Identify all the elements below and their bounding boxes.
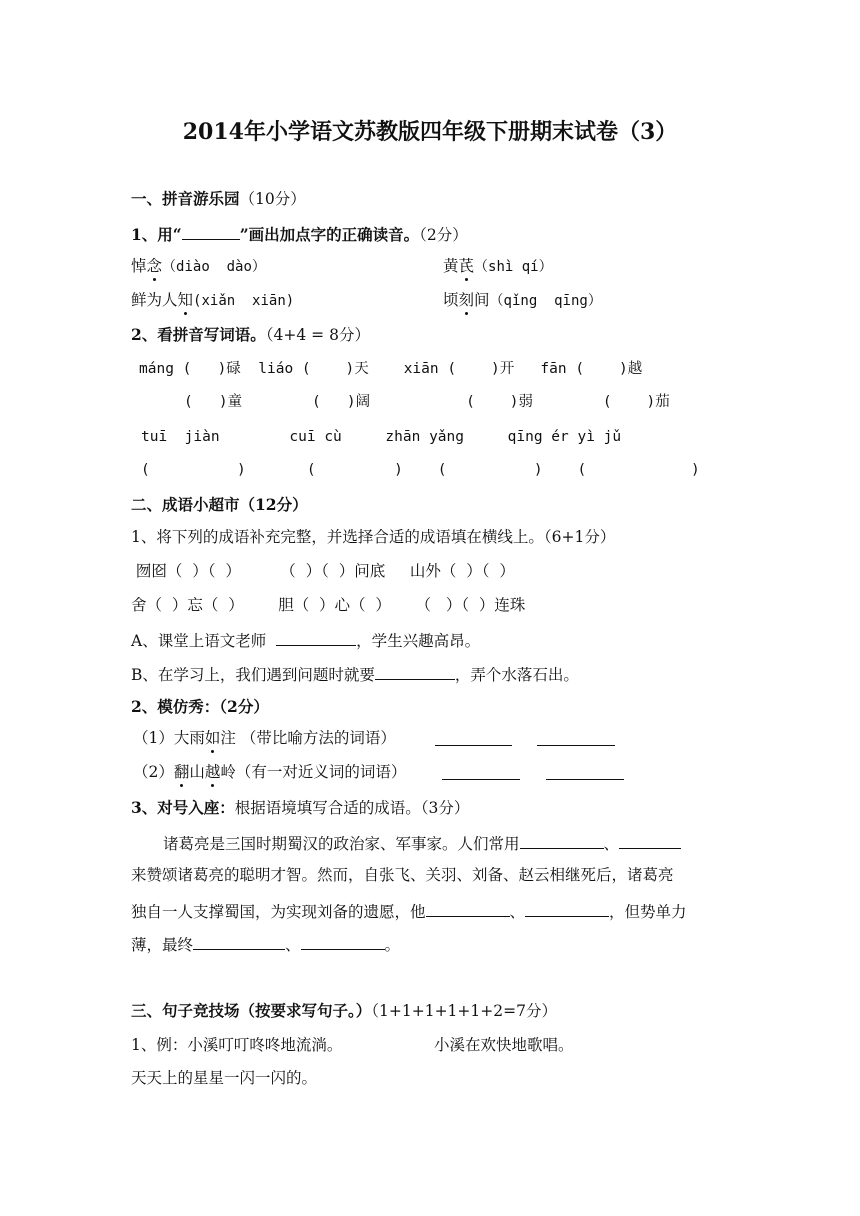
pinyin-options: （diào dào） [162,259,266,275]
item-text: 注 [220,729,236,747]
pinyin-row-2: ( )童 ( )阔 ( )弱 ( )茄 [184,394,670,410]
dotted-char: 知 [177,291,194,309]
question-2-1: 1、将下列的成语补充完整，并选择合适的成语填在横线上。（6+1分） [131,528,616,546]
q-text: 2、看拼音写词语。 [131,325,266,344]
passage-text: 独自一人支撑蜀国，为实现刘备的遗愿，他 [131,903,426,921]
item-text: （带比喻方法的词语） [235,729,396,747]
pinyin-row-4: ( ) ( ) ( ) ( ) [141,462,700,478]
answer-blank[interactable] [375,665,455,680]
passage-text: ，但势单力 [609,903,687,921]
reading-item-2 [443,259,553,275]
exercise-sentence: 天天上的星星一闪一闪的。 [131,1069,318,1087]
answer-blank[interactable] [276,631,356,646]
answer-blank[interactable] [520,834,604,849]
question-2-3 [131,800,469,817]
word-text: 顷 [443,291,459,309]
answer-blank[interactable] [546,765,624,780]
example-sentence: 1、例：小溪叮叮咚咚地流淌。 [131,1036,343,1054]
pinyin-options: （shì qí） [474,259,553,275]
passage-line-3 [131,902,687,921]
fill-sentence-b [131,665,579,684]
dotted-char: 翻 [173,763,190,781]
item-text: （1）大雨 [133,729,205,747]
imitate-item-2 [133,765,406,781]
word-text: 悼 [131,257,147,275]
section-1-heading [131,191,306,208]
section-3-score: （1+1+1+1+1+2=7分） [371,1002,557,1020]
pinyin-row-1: máng ( )碌 liáo ( )天 xiān ( )开 fān ( )越 [139,361,643,377]
answer-blank[interactable] [301,935,385,950]
item-text: 山 [189,763,205,781]
sentence-text: ，学生兴趣高昂。 [356,632,481,650]
reading-item-4 [443,293,602,309]
q-score: （2分） [419,226,468,244]
idiom-row-1: 囫囵（ ）（ ） （ ）（ ）问底 山外（ ）（ ） [131,562,515,580]
imitate-item-1 [133,731,396,747]
question-2-2: 2、模仿秀：（2分） [131,697,269,716]
q-text: 根据语境填写合适的成语。（3分） [234,799,470,817]
dotted-char: 念 [146,257,163,275]
pinyin-options: （qǐng qīng） [489,293,602,309]
answer-blank[interactable] [442,765,520,780]
section-3-heading [131,1003,557,1020]
section-2-heading: 二、成语小超市（12分） [131,495,308,514]
section-1-score: （10分） [239,190,306,208]
answer-blank[interactable] [426,902,510,917]
section-1-title: 一、拼音游乐园 [131,189,240,208]
idiom-row-2: 舍（ ）忘（ ） 胆（ ）心（ ） （ ）（ ）连珠 [131,596,526,614]
answer-blank[interactable] [193,935,285,950]
passage-line-4 [131,935,400,954]
reading-item-3 [131,293,294,309]
q-score: （4+4 = 8分） [265,326,370,344]
dotted-char: 芪 [458,257,475,275]
page-title: 2014年小学语文苏教版四年级下册期末试卷（3） [182,119,678,145]
dotted-char: 越 [204,763,221,781]
answer-blank[interactable] [435,731,512,746]
answer-blank[interactable] [525,902,609,917]
reading-item-1 [131,259,266,275]
answer-blank[interactable] [182,225,240,240]
fill-sentence-a [131,631,480,650]
example-rewrite: 小溪在欢快地歌唱。 [434,1036,574,1054]
sentence-text: A、课堂上语文老师 [131,632,277,650]
passage-text: 。 [384,936,401,954]
passage-text: 、 [285,936,301,954]
passage-line-1 [163,834,681,853]
question-1-2 [131,327,370,344]
q-text: ”画出加点字的正确读音。 [239,225,420,244]
question-1-1 [131,225,468,244]
item-text: （2） [133,763,174,781]
item-text: 岭（有一对近义词的词语） [220,763,407,781]
passage-text: 、 [509,903,526,921]
dotted-char: 如 [204,729,221,747]
pinyin-row-3: tuī jiàn cuī cù zhān yǎng qīng ér yì jǔ [141,429,622,445]
sentence-text: B、在学习上，我们遇到问题时就要 [131,666,375,684]
answer-blank[interactable] [619,834,681,849]
q-text: 1、用“ [131,225,182,244]
passage-text: 诸葛亮是三国时期蜀汉的政治家、军事家。人们常用 [163,835,520,853]
word-text: 鲜为人 [131,291,178,309]
answer-blank[interactable] [537,731,615,746]
passage-text: 薄，最终 [131,936,194,954]
passage-text: 、 [603,835,620,853]
pinyin-options: (xiǎn xiān) [193,293,295,309]
dotted-char: 刻 [458,291,475,309]
word-text: 间 [474,291,490,309]
q-text: 3、对号入座： [131,798,235,817]
word-text: 黄 [443,257,459,275]
section-3-title: 三、句子竞技场（按要求写句子。） [131,1001,372,1020]
passage-line-2: 来赞颂诸葛亮的聪明才智。然而，自张飞、关羽、刘备、赵云相继死后，诸葛亮 [131,866,674,884]
sentence-text: ，弄个水落石出。 [454,666,579,684]
